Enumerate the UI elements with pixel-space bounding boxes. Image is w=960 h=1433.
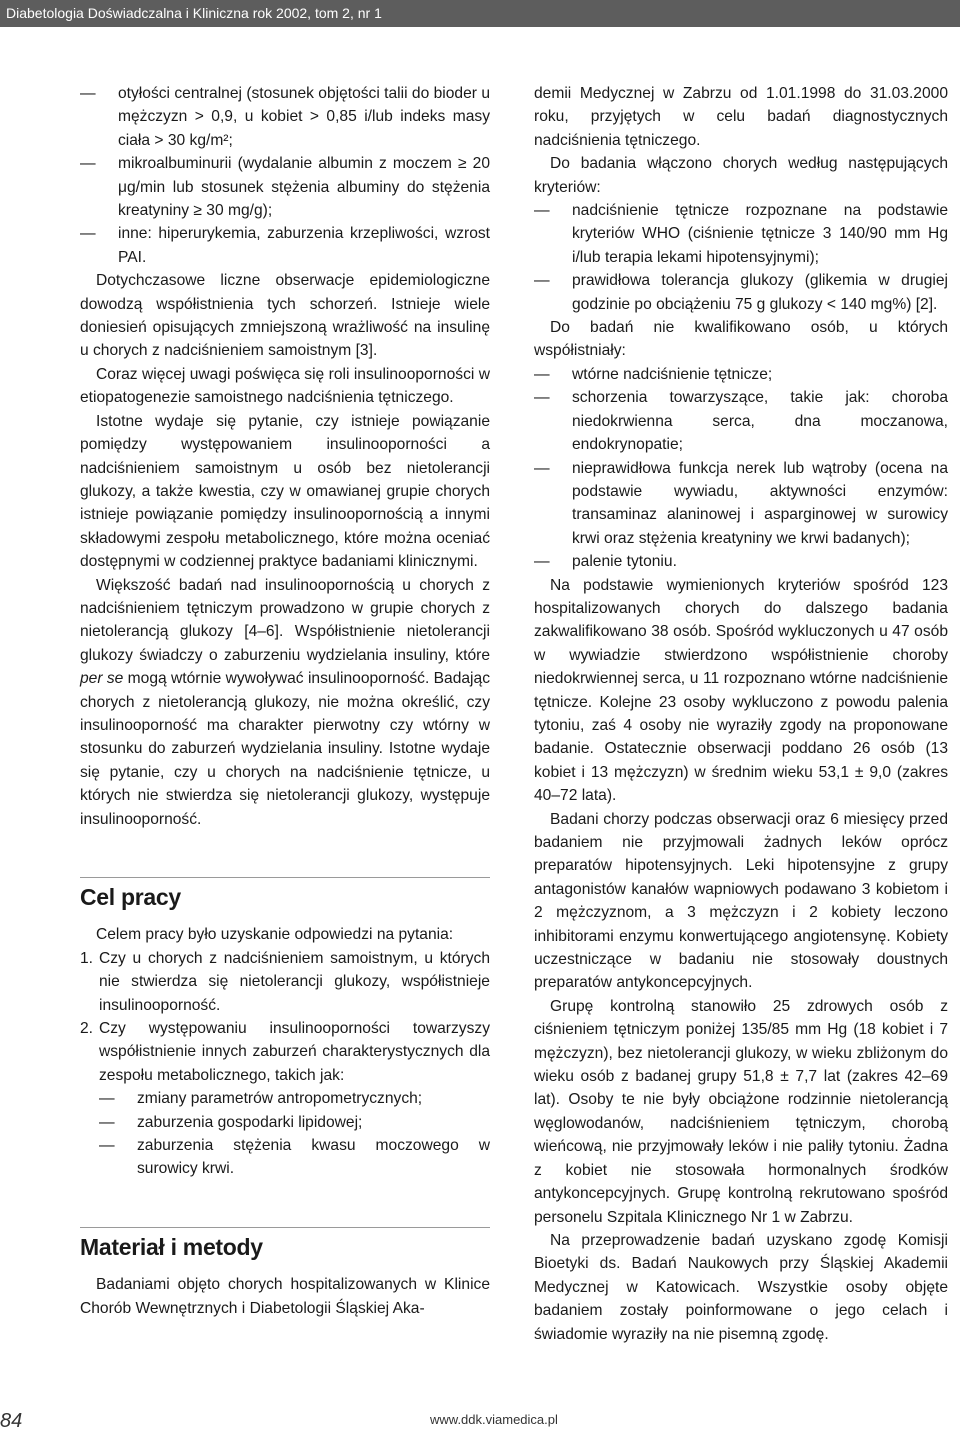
numbered-item: 2. Czy występowaniu insulinooporności towarzyszy współistnienie innych zaburzeń charakterystycznych dla zespołu metabolicznego, takich jak: xyxy=(80,1020,490,1084)
paragraph: Do badań nie kwalifikowano osób, u których współistniały: xyxy=(534,319,948,360)
list-item: — schorzenia towarzyszące, takie jak: choroba niedokrwienna serca, dna moczanowa, endokrynopatie; xyxy=(534,389,948,454)
list-item: — inne: hiperurykemia, zaburzenia krzepliwości, wzrost PAI. xyxy=(80,225,490,266)
paragraph: Badani chorzy podczas obserwacji oraz 6 miesięcy przed badaniem nie przyjmowali żadnych leków oprócz preparatów hipotensyjnych. Leki hipotensyjne z grupy antagonistów kanałów wapniowych podawano 3 kobietom i 2 mężczyznom, a 3 mężczyzn i 2 kobiety leczono inhibitorami enzymu konwertującego angiotensynę. Kobiety uczestniczące w badaniu nie stosowały doustnych preparatów antykoncepcyjnych. xyxy=(534,810,948,992)
paragraph: Badaniami objęto chorych hospitalizowanych w Klinice Chorób Wewnętrznych i Diabetologii Śląskiej Aka- xyxy=(80,1276,490,1317)
paragraph: Coraz więcej uwagi poświęca się roli insulinooporności w etiopatogenezie samoistnego nadciśnienia tętniczego. xyxy=(80,365,490,407)
list-item: — prawidłowa tolerancja glukozy (glikemia w drugiej godzinie po obciążeniu 75 g glukozy < 140 mg%) [2]. xyxy=(534,272,948,313)
paragraph: Celem pracy było uzyskanie odpowiedzi na pytania: xyxy=(96,926,454,944)
paragraph: Na przeprowadzenie badań uzyskano zgodę Komisji Bioetyki ds. Badań Naukowych przy Śląskiej Akademii Medycznej w Katowicach. Wszystkie osoby objęte badaniem zostały poinformowane o jego celach i świadomie wyraziły na nie pisemną zgodę. xyxy=(534,1231,948,1343)
list-item: — nieprawidłowa funkcja nerek lub wątroby (ocena na podstawie wywiadu, aktywności enzymów: transaminaz alaninowej i asparginowej w surowicy krwi oraz stężenia kreatyniny we krwi badanych); xyxy=(534,459,948,547)
section-divider xyxy=(80,877,490,878)
numbered-item: 1. Czy u chorych z nadciśnieniem samoistnym, u których nie stwierdza się nietolerancji glukozy, współistnieje insulinooporność. xyxy=(80,949,490,1014)
paragraph: demii Medycznej w Zabrzu od 1.01.1998 do 31.03.2000 roku, przyjętych w celu badań diagnostycznych nadciśnienia tętniczego. xyxy=(534,85,948,149)
list-item: — mikroalbuminurii (wydalanie albumin z moczem ≥ 20 μg/min lub stosunek stężenia albuminy do stężenia kreatyniny ≥ 30 mg/g); xyxy=(80,155,490,220)
paragraph: Istotne wydaje się pytanie, czy istnieje powiązanie pomiędzy występowaniem insulinooporności a nadciśnieniem samoistnym u osób bez nietolerancji glukozy, a także kwestia, czy w omawianej grupie chorych istnieje powiązanie pomiędzy insulinoopornością a innymi składowymi zespołu metabolicznego, które można oceniać dostępnymi w codziennej praktyce badaniami klinicznymi. xyxy=(80,412,490,571)
page-number: 84 xyxy=(0,1410,23,1432)
section-heading-cel: Cel pracy xyxy=(80,884,181,910)
paragraph: Grupę kontrolną stanowiło 25 zdrowych osób z ciśnieniem tętniczym poniżej 135/85 mm Hg (18 kobiet i 7 mężczyzn), bez nietolerancji glukozy, w wieku zbliżonym do wieku osób z badanej grupy 51,8 ± 7,7 lat (zakres 42–69 lat). Osoby te nie były obciążone rodzinnie nietolerancją węglowodanów, nadciśnieniem tętniczym, chorobą wieńcową, nie przyjmowały leków i nie paliły tytoniu. Żadna z kobiet nie stosowała hormonalnych środków antykoncepcyjnych. Grupę kontrolną rekrutowano spośród personelu Szpitala Klinicznego Nr 1 w Zabrzu. xyxy=(534,997,948,1226)
journal-title: Diabetologia Doświadczalna i Kliniczna rok 2002, tom 2, nr 1 xyxy=(6,5,382,21)
right-column xyxy=(534,82,948,1346)
list-item: — otyłości centralnej (stosunek objętości talii do bioder u mężczyzn > 0,9, u kobiet > 0,85 i/lub indeks masy ciała > 30 kg/m²; xyxy=(80,85,490,149)
section-heading-material: Materiał i metody xyxy=(80,1233,263,1260)
section-divider xyxy=(80,1227,490,1228)
footer-url: www.ddk.viamedica.pl xyxy=(430,1412,558,1427)
paragraph: Dotychczasowe liczne obserwacje epidemiologiczne dowodzą współistnienia tych schorzeń. Istnieje wiele doniesień opisujących zmniejszoną wrażliwość na insulinę u chorych z nadciśnieniem samoistnym [3]. xyxy=(80,272,490,360)
list-item: — palenie tytoniu. xyxy=(534,553,677,571)
left-column xyxy=(80,82,490,1320)
paragraph: Większość badań nad insulinoopornością u chorych z nadciśnieniem tętniczym prowadzono w grupie chorych z nietolerancją glukozy [4–6]. Współistnienie nietolerancji glukozy świadczy o zaburzeniu wydzielania insuliny, które per se mogą wtórnie wywoływać insulinooporność. Badając chorych z nietolerancją glukozy, nie można określić, czy insulinooporność ma charakter pierwotny czy wtórny w stosunku do zaburzeń wydzielania insuliny. Istotne wydaje się pytanie, czy u chorych na nadciśnienie tętnicze, u których nie stwierdza się nietolerancji glukozy, występuje insulinooporność. xyxy=(80,576,490,828)
paragraph: Do badania włączono chorych według następujących kryteriów: xyxy=(534,155,948,196)
list-item: — zaburzenia gospodarki lipidowej; xyxy=(99,1113,363,1131)
list-item: — nadciśnienie tętnicze rozpoznane na podstawie kryteriów WHO (ciśnienie tętnicze 3 140/90 mm Hg i/lub terapia lekami hipotensyjnymi); xyxy=(534,202,948,266)
list-item: — wtórne nadciśnienie tętnicze; xyxy=(534,365,773,383)
list-item: — zmiany parametrów antropometrycznych; xyxy=(99,1090,423,1108)
list-item: — zaburzenia stężenia kwasu moczowego w surowicy krwi. xyxy=(99,1137,490,1178)
journal-header xyxy=(0,0,960,27)
paragraph: Na podstawie wymienionych kryteriów spośród 123 hospitalizowanych chorych do dalszego badania zakwalifikowano 38 osób. Spośród wykluczonych u 47 osób w wywiadzie stwierdzono współistnienie choroby niedokrwiennej serca, u 11 rozpoznano wtórne nadciśnienie tętnicze. Kolejne 23 osoby wykluczono z powodu palenia tytoniu, zaś 4 osoby nie wyraziły zgody na proponowane badanie. Ostatecznie obserwacji poddano 26 osób (13 kobiet i 13 mężczyzn) w średnim wieku 53,1 ± 9,0 (zakres 40–72 lata). xyxy=(534,576,948,805)
